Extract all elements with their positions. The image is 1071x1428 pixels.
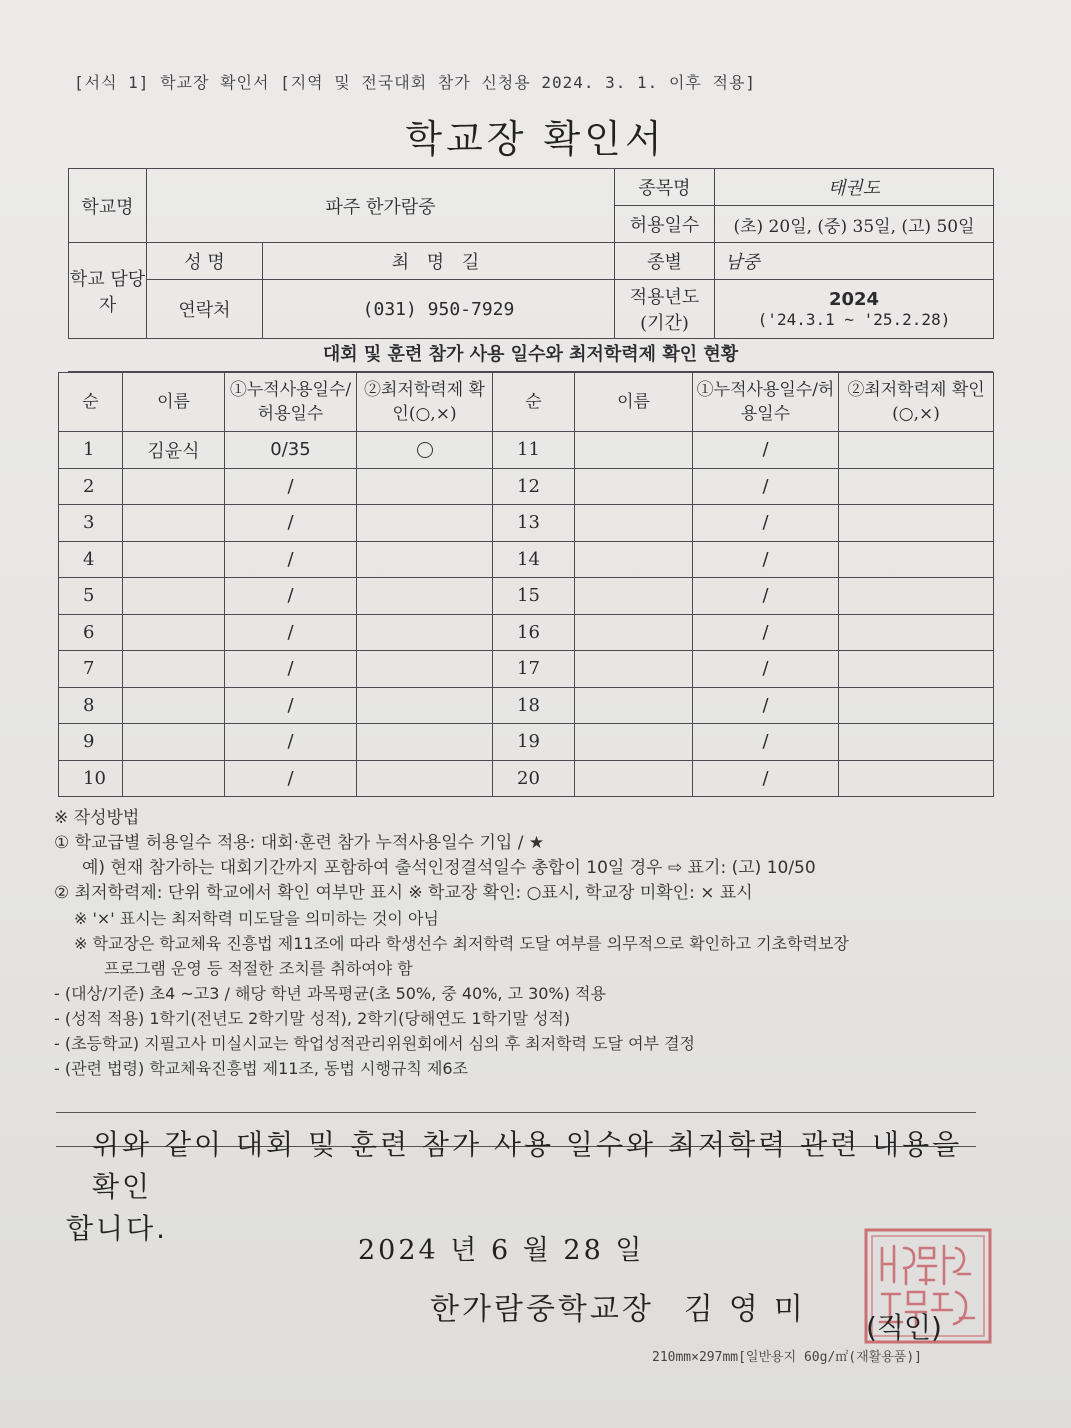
- table-row: [59, 651, 994, 688]
- roster-days: /: [693, 651, 839, 688]
- roster-name: [123, 578, 225, 615]
- roster-name: [575, 468, 693, 505]
- roster-days: /: [693, 468, 839, 505]
- staff-label: 학교 담당자: [69, 243, 147, 339]
- page-title: 학교장 확인서: [405, 117, 666, 161]
- gender-label: 종별: [615, 243, 715, 280]
- roster-days: /: [693, 505, 839, 542]
- allowed-days-label: 허용일수: [615, 206, 715, 243]
- roster-no: 7: [59, 651, 123, 688]
- table-row: [59, 432, 994, 469]
- table-row: [59, 724, 994, 761]
- confirm-line-2: 합니다.: [66, 1212, 169, 1245]
- roster-no: 9: [59, 724, 123, 761]
- year-label: 적용년도 (기간): [615, 280, 715, 339]
- roster-name: [123, 760, 225, 797]
- roster-name: [575, 651, 693, 688]
- roster-academic-check: [357, 541, 493, 578]
- roster-academic-check: [839, 432, 994, 469]
- contact-label: 연락처: [147, 280, 263, 339]
- header-days-left: ①누적사용일수/허용일수: [225, 373, 357, 432]
- roster-academic-check: [839, 687, 994, 724]
- year-cell: [715, 280, 994, 339]
- note-1: ① 학교급별 허용일수 적용: 대회·훈련 참가 누적사용일수 기입 / ★: [54, 833, 545, 853]
- year-value: 2024: [828, 289, 880, 310]
- info-table: [68, 168, 994, 339]
- roster-academic-check: [357, 432, 493, 469]
- roster-academic-check: [357, 651, 493, 688]
- form-tag: [서식 1] 학교장 확인서 [지역 및 전국대회 참가 신청용 2024. 3. 1. 이후 적용]: [74, 73, 757, 92]
- roster-name: [123, 505, 225, 542]
- roster-no: 18: [493, 687, 575, 724]
- roster-days: /: [693, 432, 839, 469]
- header-days-right: ①누적사용일수/허용일수: [693, 373, 839, 432]
- roster-name: [123, 687, 225, 724]
- roster-days: 0/35: [225, 432, 357, 469]
- roster-name: 김윤식: [123, 432, 225, 469]
- section-title: 대회 및 훈련 참가 사용 일수와 최저학력제 확인 현황: [68, 338, 993, 372]
- roster-name: [123, 724, 225, 761]
- note-law: - (관련 법령) 학교체육진흥법 제11조, 동법 시행규칙 제6조: [54, 1059, 469, 1078]
- roster-name: [575, 578, 693, 615]
- roster-days: /: [693, 687, 839, 724]
- check-circle-mark: [417, 442, 433, 458]
- roster-academic-check: [357, 724, 493, 761]
- roster-name: [575, 724, 693, 761]
- roster-academic-check: [357, 578, 493, 615]
- table-row: [59, 687, 994, 724]
- roster-name: [575, 760, 693, 797]
- roster-academic-check: [839, 724, 994, 761]
- roster-academic-check: [839, 578, 994, 615]
- roster-no: 20: [493, 760, 575, 797]
- notes-top-divider: [56, 1112, 976, 1113]
- header-academic-left: ②최저학력제 확인(○,×): [357, 373, 493, 432]
- header-no-right: 순: [493, 373, 575, 432]
- roster-academic-check: [839, 505, 994, 542]
- table-row: [59, 760, 994, 797]
- roster-no: 1: [59, 432, 123, 469]
- gender-value: 남중: [715, 243, 994, 280]
- seal-label: (직인): [866, 1311, 942, 1344]
- roster-no: 14: [493, 541, 575, 578]
- table-row: [59, 505, 994, 542]
- roster-days: /: [225, 760, 357, 797]
- roster-academic-check: [839, 614, 994, 651]
- roster-name: [575, 505, 693, 542]
- roster-no: 15: [493, 578, 575, 615]
- instructions: [54, 806, 984, 1081]
- roster-no: 19: [493, 724, 575, 761]
- roster-name: [575, 432, 693, 469]
- signer-name: 김영미: [683, 1292, 819, 1327]
- roster-table: [58, 372, 994, 797]
- header-no-left: 순: [59, 373, 123, 432]
- roster-academic-check: [357, 760, 493, 797]
- roster-academic-check: [839, 468, 994, 505]
- signing-date: 2024 년 6 월 28 일: [358, 1235, 645, 1266]
- period-value: ('24.3.1 ~ '25.2.28): [757, 310, 951, 329]
- roster-days: /: [693, 724, 839, 761]
- roster-body: [59, 432, 994, 797]
- table-row: [59, 578, 994, 615]
- signer-title: 한가람중학교장: [430, 1292, 654, 1327]
- roster-days: /: [693, 578, 839, 615]
- roster-no: 16: [493, 614, 575, 651]
- roster-no: 3: [59, 505, 123, 542]
- roster-days: /: [225, 505, 357, 542]
- note-2-x-meaning: ※ '×' 표시는 최저학력 미도달을 의미하는 것이 아님: [74, 909, 439, 928]
- roster-days: /: [225, 614, 357, 651]
- confirm-line-1: 위와 같이 대회 및 훈련 참가 사용 일수와 최저학력 관련 내용을 확인: [92, 1128, 963, 1203]
- note-heading: ※ 작성방법: [54, 808, 140, 828]
- roster-no: 17: [493, 651, 575, 688]
- signer: [430, 1284, 819, 1328]
- name-value: 최 명 길: [263, 243, 615, 280]
- roster-days: /: [693, 541, 839, 578]
- roster-academic-check: [839, 541, 994, 578]
- roster-days: /: [225, 468, 357, 505]
- roster-days: /: [693, 614, 839, 651]
- header-name-right: 이름: [575, 373, 693, 432]
- roster-days: /: [225, 578, 357, 615]
- name-label: 성 명: [147, 243, 263, 280]
- table-row: [59, 468, 994, 505]
- roster-no: 12: [493, 468, 575, 505]
- roster-no: 2: [59, 468, 123, 505]
- roster-name: [123, 541, 225, 578]
- roster-name: [123, 651, 225, 688]
- note-grades: - (성적 적용) 1학기(전년도 2학기말 성적), 2학기(당해연도 1학기말 성적): [54, 1009, 571, 1028]
- table-row: [59, 614, 994, 651]
- note-2: ② 최저학력제: 단위 학교에서 확인 여부만 표시 ※ 학교장 확인: ○표시, 학교장 미확인: × 표시: [54, 883, 753, 903]
- allowed-days-value: (초) 20일, (중) 35일, (고) 50일: [715, 206, 994, 243]
- roster-academic-check: [839, 651, 994, 688]
- roster-name: [575, 687, 693, 724]
- roster-academic-check: [357, 614, 493, 651]
- sport-value: 태권도: [715, 169, 994, 206]
- contact-value: (031) 950-7929: [263, 280, 615, 339]
- roster-no: 11: [493, 432, 575, 469]
- roster-header-row: [59, 373, 994, 432]
- roster-no: 6: [59, 614, 123, 651]
- roster-no: 13: [493, 505, 575, 542]
- roster-days: /: [225, 541, 357, 578]
- note-target: - (대상/기준) 초4 ~고3 / 해당 학년 과목평균(초 50%, 중 40%, 고 30%) 적용: [54, 984, 606, 1003]
- roster-name: [123, 614, 225, 651]
- roster-name: [123, 468, 225, 505]
- roster-name: [575, 541, 693, 578]
- roster-no: 10: [59, 760, 123, 797]
- sport-label: 종목명: [615, 169, 715, 206]
- note-2-duty-cont: 프로그램 운영 등 적절한 조치를 취하여야 함: [104, 959, 413, 978]
- roster-no: 8: [59, 687, 123, 724]
- roster-academic-check: [839, 760, 994, 797]
- paper-spec-footer: 210mm×297mm[일반용지 60g/㎡(재활용품)]: [652, 1350, 922, 1365]
- roster-no: 4: [59, 541, 123, 578]
- roster-name: [575, 614, 693, 651]
- roster-days: /: [225, 651, 357, 688]
- note-2-duty: ※ 학교장은 학교체육 진흥법 제11조에 따라 학생선수 최저학력 도달 여부를 의무적으로 확인하고 기초학력보장: [74, 934, 849, 953]
- table-row: [59, 541, 994, 578]
- note-1-example: 예) 현재 참가하는 대회기간까지 포함하여 출석인정결석일수 총합이 10일 경우 ⇨ 표기: (고) 10/50: [82, 858, 816, 878]
- roster-days: /: [225, 724, 357, 761]
- roster-days: /: [693, 760, 839, 797]
- roster-days: /: [225, 687, 357, 724]
- note-elementary: - (초등학교) 지필고사 미실시교는 학업성적관리위원회에서 심의 후 최저학력 도달 여부 결정: [54, 1034, 695, 1053]
- roster-academic-check: [357, 505, 493, 542]
- school-value: 파주 한가람중: [147, 169, 615, 243]
- header-name-left: 이름: [123, 373, 225, 432]
- roster-no: 5: [59, 578, 123, 615]
- header-academic-right: ②최저학력제 확인(○,×): [839, 373, 994, 432]
- school-label: 학교명: [69, 169, 147, 243]
- roster-academic-check: [357, 687, 493, 724]
- roster-academic-check: [357, 468, 493, 505]
